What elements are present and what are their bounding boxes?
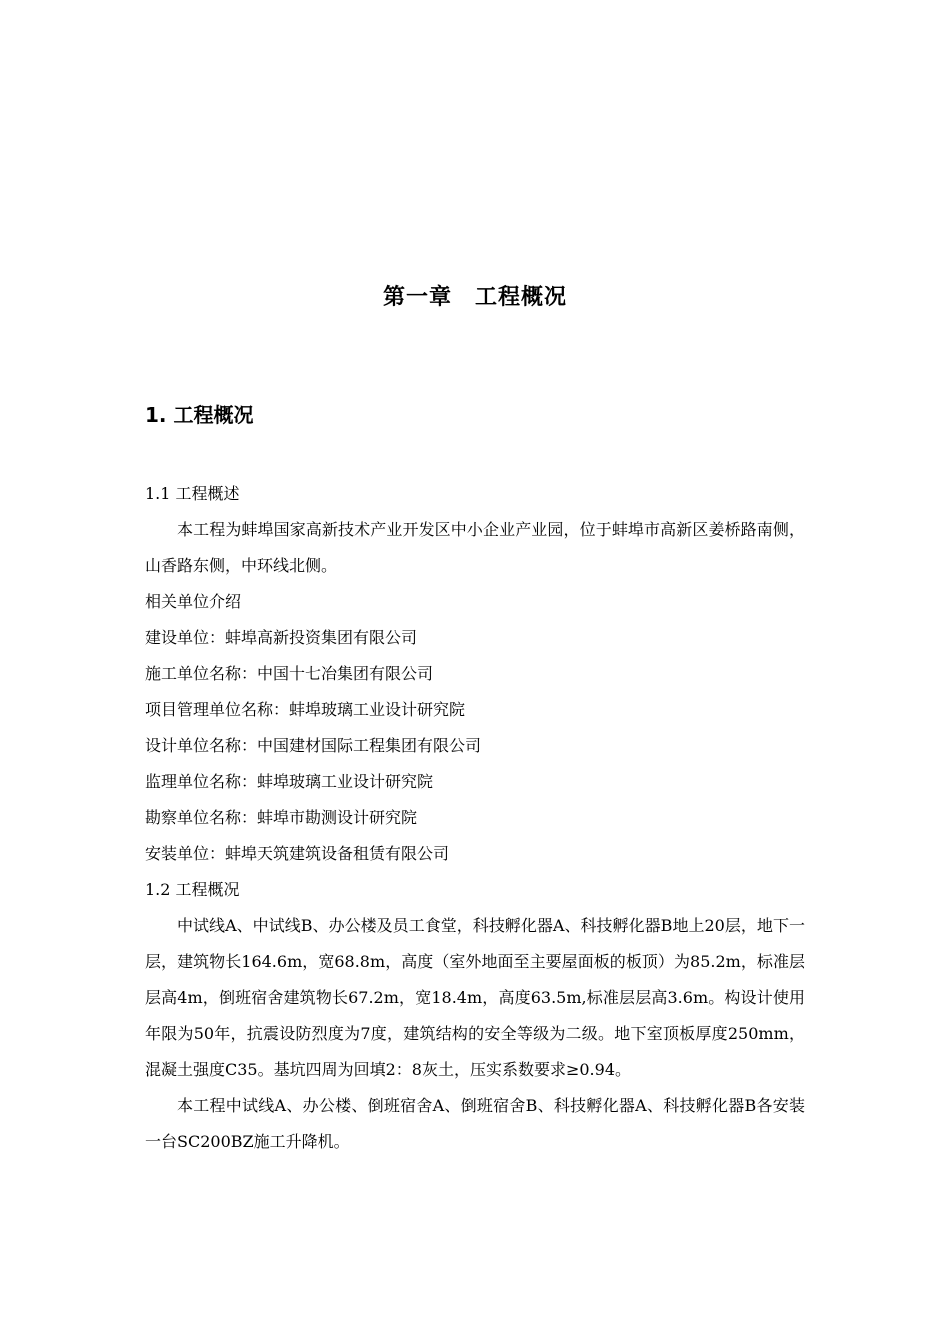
- subsection-heading-1-2: 1.2 工程概况: [145, 880, 240, 899]
- unit-line-designer: 设计单位名称：中国建材国际工程集团有限公司: [145, 736, 482, 755]
- unit-line-installer: 安装单位：蚌埠天筑建筑设备租赁有限公司: [145, 844, 450, 863]
- hoist-installation-paragraph: 本工程中试线A、办公楼、倒班宿舍A、倒班宿舍B、科技孵化器A、科技孵化器B各安装一台SC200BZ施工升降机。: [145, 1096, 805, 1151]
- unit-line-project-management: 项目管理单位名称：蚌埠玻璃工业设计研究院: [145, 700, 466, 719]
- units-title: 相关单位介绍: [145, 592, 242, 611]
- overview-paragraph: 本工程为蚌埠国家高新技术产业开发区中小企业产业园，位于蚌埠市高新区姜桥路南侧，山香路东侧，中环线北侧。: [145, 520, 805, 575]
- unit-line-surveyor: 勘察单位名称：蚌埠市勘测设计研究院: [145, 808, 418, 827]
- unit-line-owner: 建设单位：蚌埠高新投资集团有限公司: [145, 628, 418, 647]
- unit-line-contractor: 施工单位名称：中国十七冶集团有限公司: [145, 664, 434, 683]
- subsection-heading-1-1: 1.1 工程概述: [145, 484, 240, 503]
- body-content: [145, 476, 805, 1160]
- unit-line-supervisor: 监理单位名称：蚌埠玻璃工业设计研究院: [145, 772, 434, 791]
- section-heading: 1. 工程概况: [145, 403, 254, 427]
- chapter-title: 第一章 工程概况: [382, 285, 567, 310]
- building-description-paragraph: 中试线A、中试线B、办公楼及员工食堂，科技孵化器A、科技孵化器B地上20层，地下一层，建筑物长164.6m，宽68.8m，高度（室外地面至主要屋面板的板顶）为85.2m，标准层层高4m，倒班宿舍建筑物长67.2m，宽18.4m，高度63.5m,标准层层高3.6m。构设计使用年限为50年，抗震设防烈度为7度，建筑结构的安全等级为二级。地下室顶板厚度250mm，混凝土强度C35。基坑四周为回填2：8灰土，压实系数要求≥0.94。: [145, 916, 805, 1079]
